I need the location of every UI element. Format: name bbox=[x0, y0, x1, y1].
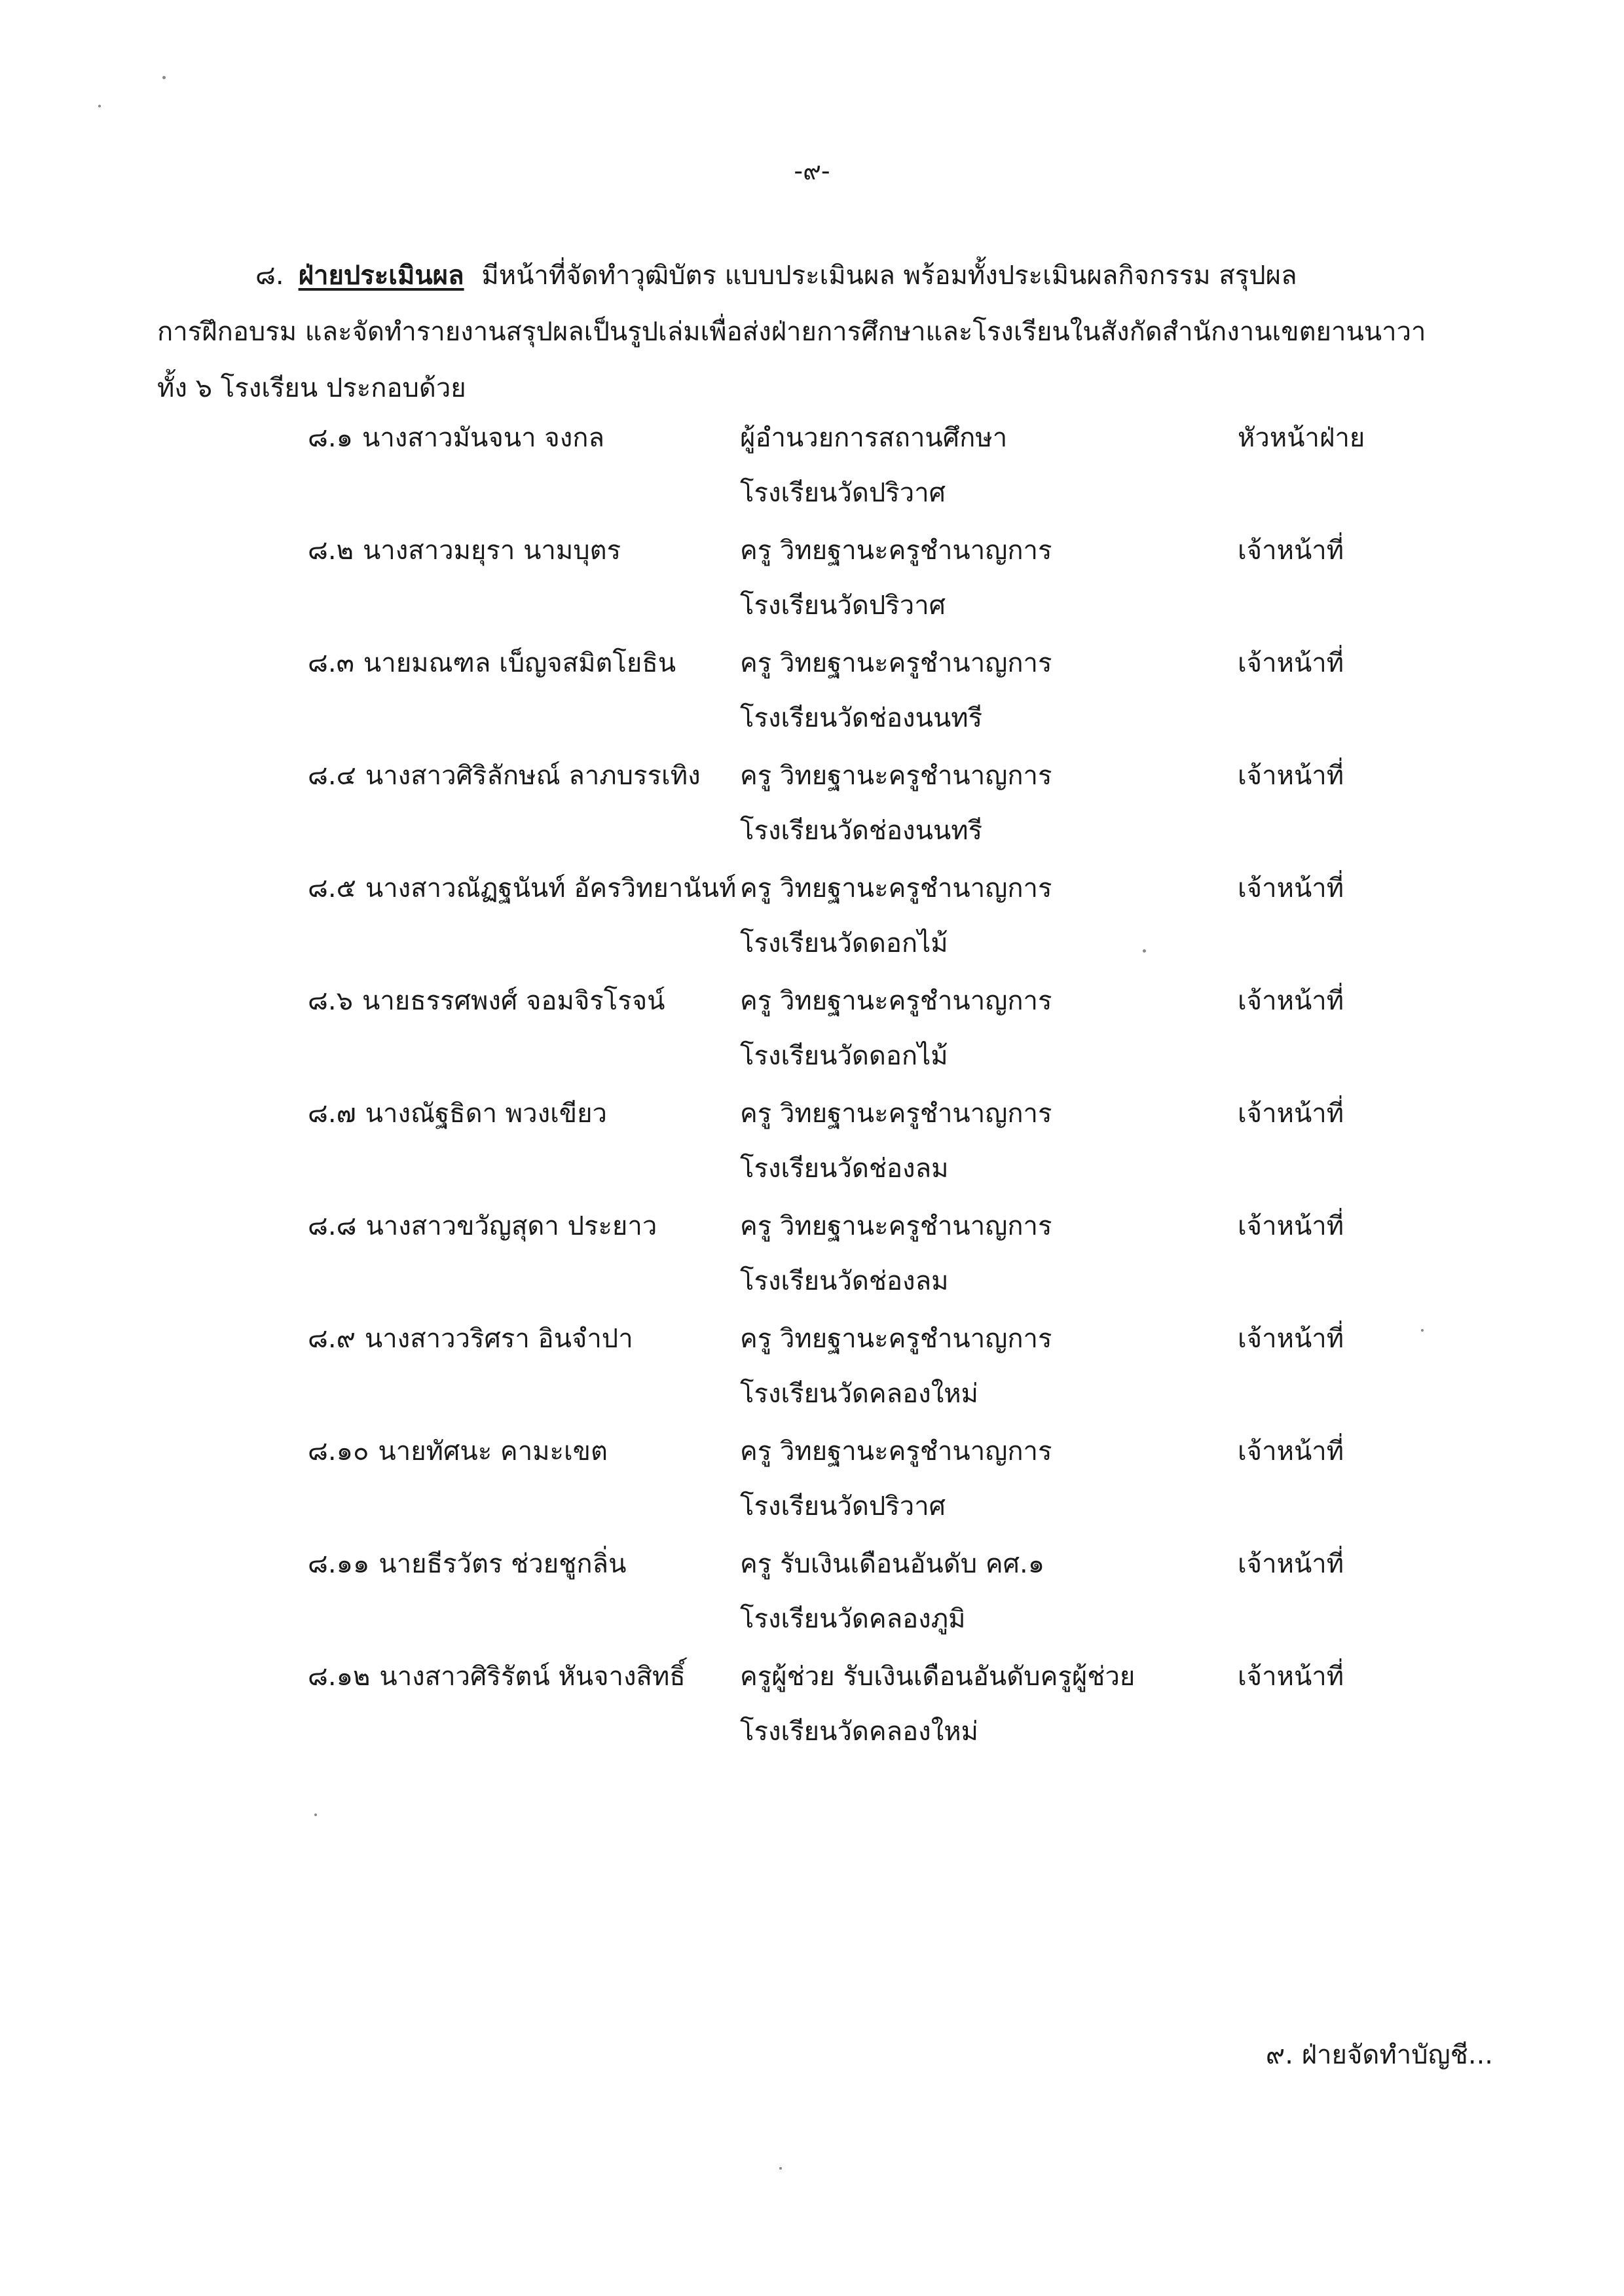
member-number: ๘.๔ bbox=[308, 761, 356, 791]
member-name: นางสาวมันจนา จงกล bbox=[361, 423, 605, 453]
member-number: ๘.๑๑ bbox=[308, 1549, 370, 1579]
member-number-name bbox=[308, 869, 736, 907]
member-row bbox=[308, 1207, 1473, 1320]
section-number: ๘. bbox=[255, 261, 284, 291]
member-number-name bbox=[308, 1320, 633, 1358]
member-row bbox=[308, 419, 1473, 532]
member-school: โรงเรียนวัดคลองภูมิ bbox=[740, 1604, 966, 1634]
scan-speck bbox=[779, 2167, 782, 2170]
member-role: เจ้าหน้าที่ bbox=[1238, 648, 1344, 678]
member-number-name bbox=[308, 1658, 686, 1696]
intro-line-3: ทั้ง ๖ โรงเรียน ประกอบด้วย bbox=[157, 373, 466, 403]
intro-line-1-rest: มีหน้าที่จัดทำวุฒิบัตร แบบประเมินผล พร้อมทั้งประเมินผลกิจกรรม สรุปผล bbox=[481, 261, 1297, 291]
member-school: โรงเรียนวัดช่องลม bbox=[740, 1154, 949, 1184]
member-role: เจ้าหน้าที่ bbox=[1238, 1436, 1344, 1467]
member-position: ครู วิทยฐานะครูชำนาญการ bbox=[740, 873, 1052, 903]
member-name: นางสาวศิริรัตน์ หันจางสิทธิ์ bbox=[379, 1662, 686, 1692]
section-heading: ฝ่ายประเมินผล bbox=[298, 261, 464, 291]
member-list bbox=[308, 419, 1473, 1770]
member-position: ครู วิทยฐานะครูชำนาญการ bbox=[740, 1099, 1052, 1129]
member-number: ๘.๑๒ bbox=[308, 1662, 371, 1692]
scan-speck bbox=[98, 105, 101, 107]
member-school: โรงเรียนวัดปริวาศ bbox=[740, 478, 946, 508]
member-name: นางสาวมยุรา นามบุตร bbox=[362, 536, 621, 566]
member-position: ครู วิทยฐานะครูชำนาญการ bbox=[740, 536, 1052, 566]
member-number: ๘.๙ bbox=[308, 1324, 356, 1354]
member-name: นายธีรวัตร ช่วยชูกลิ่น bbox=[378, 1549, 627, 1579]
member-row bbox=[308, 869, 1473, 982]
member-name: นางณัฐธิดา พวงเขียว bbox=[365, 1099, 608, 1129]
member-row bbox=[308, 1320, 1473, 1432]
intro-line-1 bbox=[157, 257, 1500, 295]
scan-speck bbox=[1421, 1329, 1424, 1332]
member-school: โรงเรียนวัดช่องนนทรี bbox=[740, 703, 983, 733]
member-number: ๘.๕ bbox=[308, 873, 356, 903]
member-name: นางสาวศิริลักษณ์ ลาภบรรเทิง bbox=[365, 761, 701, 791]
member-position: ผู้อำนวยการสถานศึกษา bbox=[740, 423, 1008, 453]
member-school: โรงเรียนวัดปริวาศ bbox=[740, 591, 946, 621]
member-school: โรงเรียนวัดดอกไม้ bbox=[740, 1041, 948, 1071]
member-name: นางสาวณัฏฐนันท์ อัครวิทยานันท์ bbox=[365, 873, 737, 903]
member-role: เจ้าหน้าที่ bbox=[1238, 1324, 1344, 1354]
member-school: โรงเรียนวัดช่องนนทรี bbox=[740, 816, 983, 846]
member-position: ครู วิทยฐานะครูชำนาญการ bbox=[740, 986, 1052, 1016]
member-number: ๘.๘ bbox=[308, 1211, 357, 1241]
member-position: ครู วิทยฐานะครูชำนาญการ bbox=[740, 761, 1052, 791]
scan-speck bbox=[162, 76, 166, 79]
member-position: ครู วิทยฐานะครูชำนาญการ bbox=[740, 1211, 1052, 1241]
scan-speck bbox=[1143, 949, 1146, 953]
member-position: ครู วิทยฐานะครูชำนาญการ bbox=[740, 1324, 1052, 1354]
member-number-name bbox=[308, 419, 604, 457]
member-row bbox=[308, 1545, 1473, 1658]
member-role: เจ้าหน้าที่ bbox=[1238, 761, 1344, 791]
member-position: ครูผู้ช่วย รับเงินเดือนอันดับครูผู้ช่วย bbox=[740, 1662, 1135, 1692]
member-number-name bbox=[308, 532, 621, 570]
member-row bbox=[308, 757, 1473, 869]
member-number: ๘.๑ bbox=[308, 423, 353, 453]
scan-speck bbox=[314, 1813, 317, 1816]
intro-line-2: การฝึกอบรม และจัดทำรายงานสรุปผลเป็นรูปเล่มเพื่อส่งฝ่ายการศึกษาและโรงเรียนในสังกัดสำนักงานเขตยานนาวา bbox=[157, 317, 1426, 347]
member-number: ๘.๖ bbox=[308, 986, 353, 1016]
member-school: โรงเรียนวัดช่องลม bbox=[740, 1266, 949, 1296]
member-row bbox=[308, 1658, 1473, 1770]
member-number: ๘.๒ bbox=[308, 536, 354, 566]
member-row bbox=[308, 1095, 1473, 1207]
member-row bbox=[308, 982, 1473, 1095]
member-role: เจ้าหน้าที่ bbox=[1238, 873, 1344, 903]
member-position: ครู รับเงินเดือนอันดับ คศ.๑ bbox=[740, 1549, 1045, 1579]
member-number-name bbox=[308, 1545, 626, 1583]
member-school: โรงเรียนวัดปริวาศ bbox=[740, 1491, 946, 1522]
member-school: โรงเรียนวัดคลองใหม่ bbox=[740, 1717, 978, 1747]
member-role: หัวหน้าฝ่าย bbox=[1238, 423, 1365, 453]
member-number-name bbox=[308, 982, 665, 1020]
member-role: เจ้าหน้าที่ bbox=[1238, 536, 1344, 566]
member-number-name bbox=[308, 757, 701, 795]
member-position: ครู วิทยฐานะครูชำนาญการ bbox=[740, 1436, 1052, 1467]
member-number-name bbox=[308, 1207, 657, 1245]
member-name: นายทัศนะ คามะเขต bbox=[378, 1436, 608, 1467]
member-position: ครู วิทยฐานะครูชำนาญการ bbox=[740, 648, 1052, 678]
member-number-name bbox=[308, 644, 676, 682]
continuation-note: ๙. ฝ่ายจัดทำบัญชี... bbox=[1265, 2040, 1493, 2070]
member-number-name bbox=[308, 1432, 608, 1470]
member-name: นายธรรศพงศ์ จอมจิรโรจน์ bbox=[361, 986, 665, 1016]
member-school: โรงเรียนวัดดอกไม้ bbox=[740, 928, 948, 958]
member-number: ๘.๓ bbox=[308, 648, 354, 678]
member-row bbox=[308, 1432, 1473, 1545]
member-role: เจ้าหน้าที่ bbox=[1238, 986, 1344, 1016]
member-number: ๘.๗ bbox=[308, 1099, 356, 1129]
member-role: เจ้าหน้าที่ bbox=[1238, 1211, 1344, 1241]
member-name: นางสาวขวัญสุดา ประยาว bbox=[365, 1211, 657, 1241]
member-name: นางสาววริศรา อินจำปา bbox=[364, 1324, 633, 1354]
member-number-name bbox=[308, 1095, 607, 1133]
member-row bbox=[308, 532, 1473, 644]
member-school: โรงเรียนวัดคลองใหม่ bbox=[740, 1379, 978, 1409]
member-row bbox=[308, 644, 1473, 757]
member-role: เจ้าหน้าที่ bbox=[1238, 1662, 1344, 1692]
member-name: นายมณฑล เบ็ญจสมิตโยธิน bbox=[363, 648, 676, 678]
page-number: -๙- bbox=[794, 156, 830, 185]
member-role: เจ้าหน้าที่ bbox=[1238, 1099, 1344, 1129]
member-number: ๘.๑๐ bbox=[308, 1436, 369, 1467]
member-role: เจ้าหน้าที่ bbox=[1238, 1549, 1344, 1579]
